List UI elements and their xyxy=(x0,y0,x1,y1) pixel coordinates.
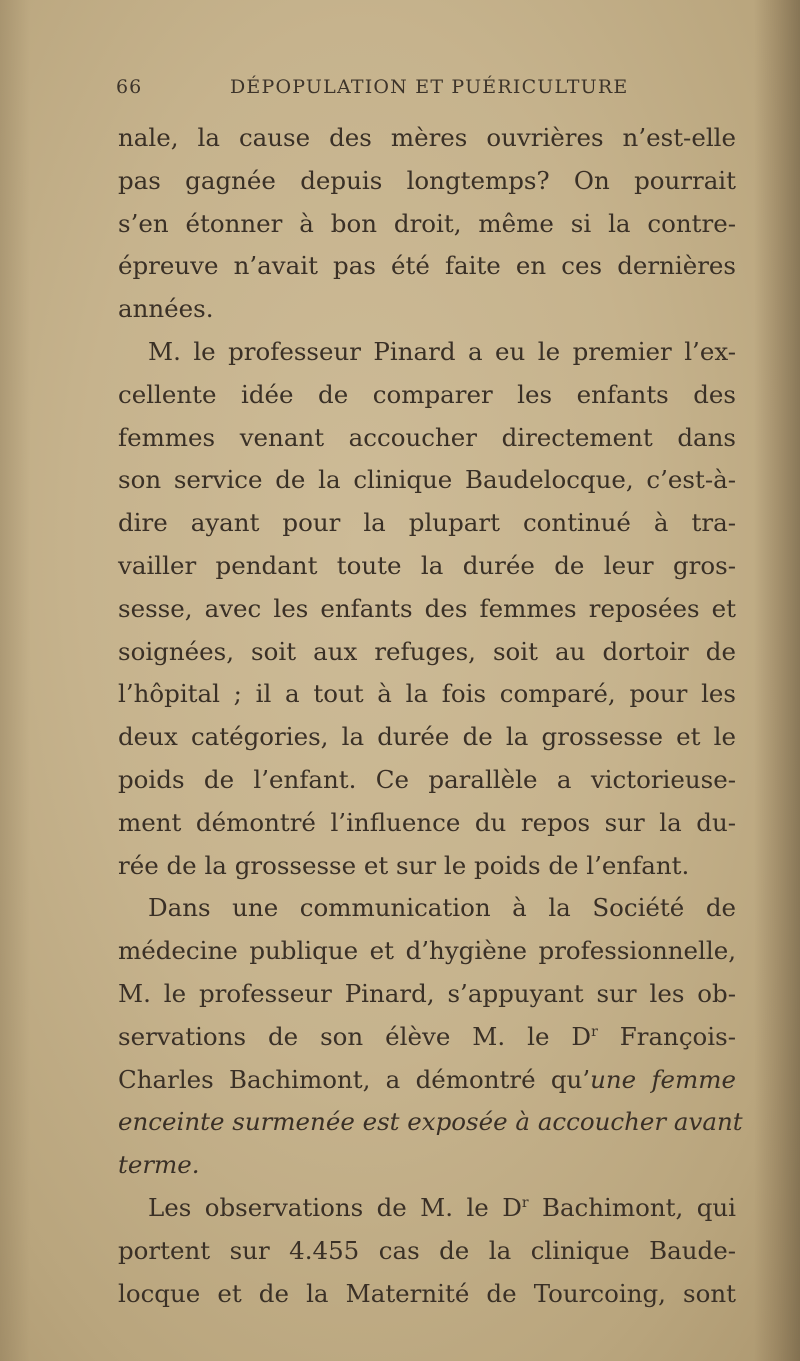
paragraph-start-line: Dans une communication à la Société de xyxy=(148,893,736,923)
page-edge-left xyxy=(0,0,30,1361)
body-text xyxy=(118,117,743,1315)
text-line: poids de l’enfant. Ce parallèle a victorieuse- xyxy=(118,764,736,794)
text-line: deux catégories, la durée de la grossesse et le xyxy=(118,722,736,752)
page-edge-right xyxy=(754,0,800,1361)
line-segment: servations de son élève M. le D xyxy=(118,1021,592,1051)
text-line: épreuve n’avait pas été faite en ces dernières xyxy=(118,251,736,281)
text-line xyxy=(118,1101,743,1144)
line-segment: François- xyxy=(597,1021,736,1051)
italic-segment: terme. xyxy=(118,1150,200,1180)
text-line: portent sur 4.455 cas de la clinique Baude- xyxy=(118,1235,736,1265)
italic-segment: enceinte surmenée est exposée à accoucher avant xyxy=(118,1107,743,1137)
line-segment: Les observations de M. le D xyxy=(148,1192,522,1222)
text-line: M. le professeur Pinard, s’appuyant sur les ob- xyxy=(118,978,736,1008)
text-line: dire ayant pour la plupart continué à tra- xyxy=(118,508,736,538)
superscript: r xyxy=(591,1023,598,1040)
text-line: rée de la grossesse et sur le poids de l’enfant. xyxy=(118,850,690,880)
paragraph-start-line: M. le professeur Pinard a eu le premier l’ex- xyxy=(148,336,736,366)
text-line: ment démontré l’influence du repos sur la du- xyxy=(118,807,736,837)
text-line: vailler pendant toute la durée de leur gros- xyxy=(118,550,736,580)
line-segment: Charles Bachimont, a démontré qu’ xyxy=(118,1064,591,1094)
text-line: soignées, soit aux refuges, soit au dortoir de xyxy=(118,636,736,666)
page-number: 66 xyxy=(116,76,143,98)
text-line: femmes venant accoucher directement dans xyxy=(118,422,736,452)
superscript: r xyxy=(521,1194,529,1211)
text-line xyxy=(118,1059,736,1102)
text-line: sesse, avec les enfants des femmes reposées et xyxy=(118,593,736,623)
text-line: nale, la cause des mères ouvrières n’est-elle xyxy=(118,123,736,152)
text-line: s’en étonner à bon droit, même si la contre- xyxy=(118,208,736,238)
text-line: années. xyxy=(118,294,214,324)
text-line: cellente idée de comparer les enfants des xyxy=(118,379,736,409)
text-line: médecine publique et d’hygiène professionnelle, xyxy=(118,936,736,966)
line-segment: Bachimont, qui xyxy=(528,1192,736,1222)
text-line: l’hôpital ; il a tout à la fois comparé, pour les xyxy=(118,679,736,709)
text-line: pas gagnée depuis longtemps? On pourrait xyxy=(118,165,736,195)
text-line xyxy=(118,1016,736,1059)
text-line xyxy=(118,1144,736,1187)
running-title: DÉPOPULATION ET PUÉRICULTURE xyxy=(230,76,629,98)
page-header xyxy=(116,72,636,108)
text-line: locque et de la Maternité de Tourcoing, sont xyxy=(118,1278,736,1308)
text-line: son service de la clinique Baudelocque, c’est-à- xyxy=(118,465,736,495)
paragraph-start-line xyxy=(118,1187,736,1230)
italic-segment: une femme xyxy=(590,1064,737,1094)
